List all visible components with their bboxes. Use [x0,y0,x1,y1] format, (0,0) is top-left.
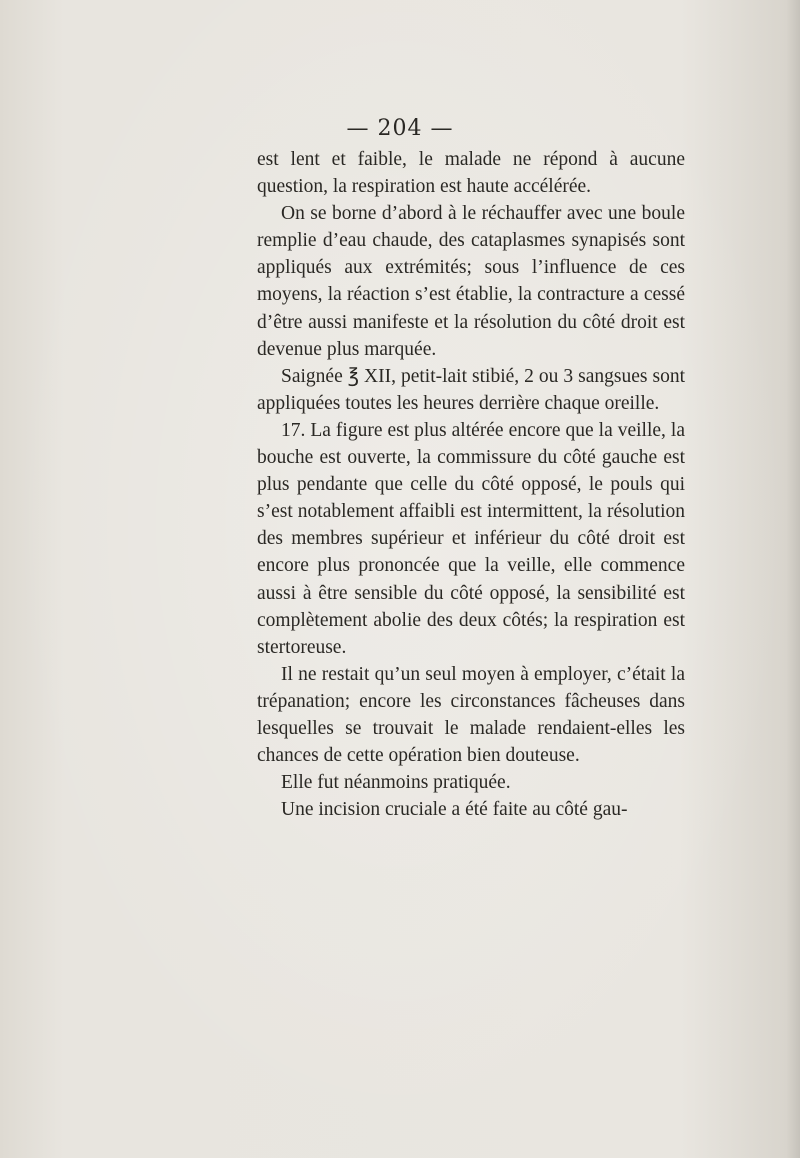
paragraph: est lent et faible, le malade ne répond à aucune question, la respiration est haute accélérée. [257,149,685,198]
paragraph: Saignée ℥ XII, petit-lait stibié, 2 ou 3 sangsues sont appliquées toutes les heures derrière chaque oreille. [257,365,685,414]
page-number: — 204 — [346,116,454,141]
paragraph: 17. La figure est plus altérée encore que la veille, la bouche est ouverte, la commissure du côté gauche est plus pendante que celle du côté opposé, le pouls qui s’est notablement affaibli est intermittent, la résolution des membres supérieur et inférieur du côté droit est encore plus prononcée que la veille, elle commence aussi à être sensible du côté opposé, la sensibilité est complètement abolie des deux côtés; la respiration est stertoreuse. [257,419,685,658]
paragraph: Il ne restait qu’un seul moyen à employer, c’était la trépanation; encore les circonstances fâcheuses dans lesquelles se trouvait le malade rendaient-elles les chances de cette opération bien douteuse. [257,663,685,767]
paragraph: On se borne d’abord à le réchauffer avec une boule remplie d’eau chaude, des cataplasmes synapisés sont appliqués aux extrémités; sous l’influence de ces moyens, la réaction s’est établie, la contracture a cessé d’être aussi manifeste et la résolution du côté droit est devenue plus marquée. [257,203,685,360]
page-edge-shadow [786,0,800,1158]
paragraph: Une incision cruciale a été faite au côté gau- [281,799,628,821]
body-text [257,146,685,823]
paragraph: Elle fut néanmoins pratiquée. [281,772,511,794]
